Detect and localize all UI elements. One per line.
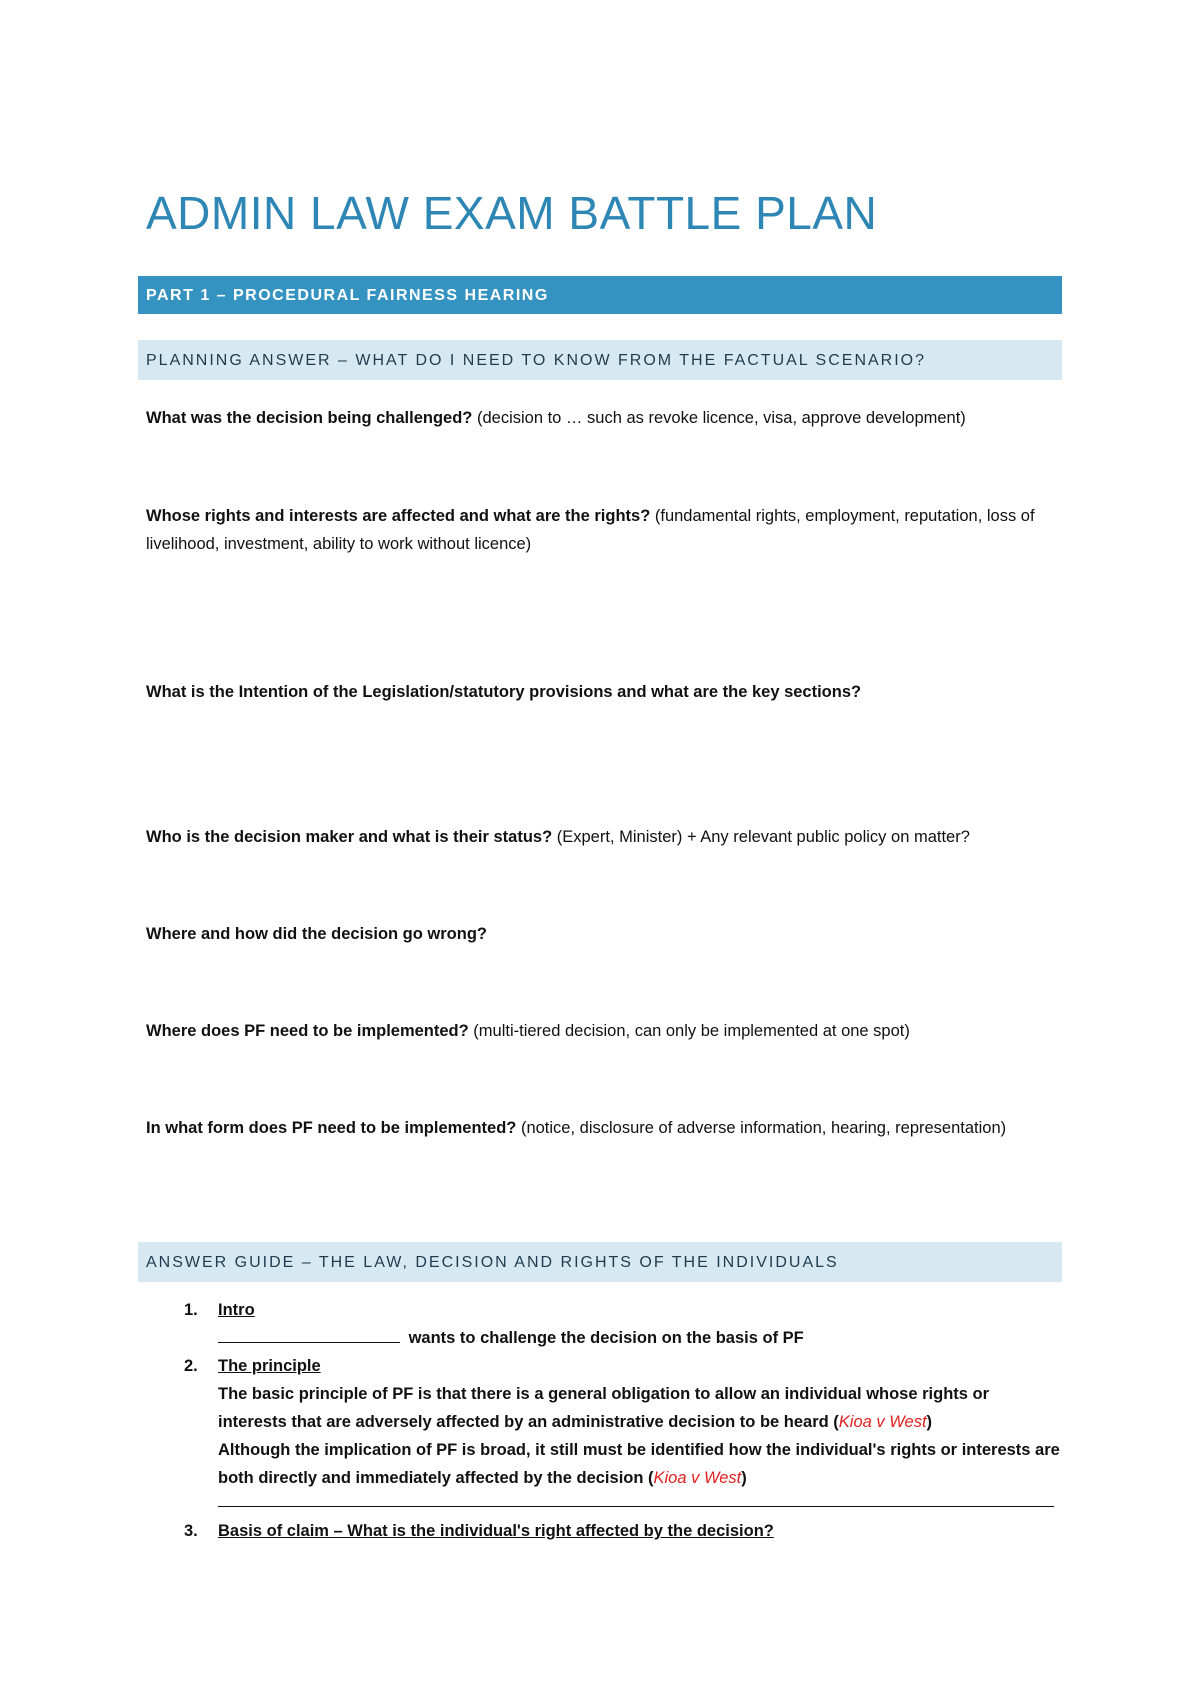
- principle-heading: The principle: [218, 1357, 321, 1375]
- question-where-pf: Where does PF need to be implemented? (multi-tiered decision, can only be implemented at one spot): [146, 1022, 910, 1040]
- list-item: 2. The principle The basic principle of PF is that there is a general obligation to allow an individual whose rights or interests that are adversely affected by an administrative decision to be heard (Kioa v West) Although the implication of PF is broad, it still must be identified how the individual's rights or interests are both directly and immediately affected by the decision (Kioa v West): [146, 1352, 1062, 1507]
- horizontal-rule: [218, 1492, 1054, 1507]
- list-item: 3. Basis of claim – What is the individual's right affected by the decision?: [184, 1522, 774, 1540]
- question-rights: Whose rights and interests are affected and what are the rights? (fundamental rights, employment, reputation, loss of livelihood, investment, ability to work without licence): [146, 507, 1035, 553]
- part1-heading: PART 1 – PROCEDURAL FAIRNESS HEARING: [138, 276, 1062, 314]
- question-where-wrong: Where and how did the decision go wrong?: [146, 925, 487, 943]
- question-decision: What was the decision being challenged? (decision to … such as revoke licence, visa, approve development): [146, 409, 966, 427]
- document-title: ADMIN LAW EXAM BATTLE PLAN: [146, 187, 878, 239]
- list-item: 1. Intro wants to challenge the decision on the basis of PF: [184, 1301, 804, 1347]
- basis-of-claim-heading: Basis of claim – What is the individual's right affected by the decision?: [218, 1522, 774, 1540]
- question-legislation: What is the Intention of the Legislation/statutory provisions and what are the key sections?: [146, 683, 862, 701]
- intro-heading: Intro: [218, 1301, 255, 1319]
- case-citation: Kioa v West: [653, 1469, 742, 1487]
- question-decision-maker: Who is the decision maker and what is their status? (Expert, Minister) + Any relevant public policy on matter?: [146, 828, 970, 846]
- answer-guide-list: [146, 1296, 1062, 1545]
- question-form-pf: In what form does PF need to be implemented? (notice, disclosure of adverse information, hearing, representation): [146, 1119, 1007, 1137]
- case-citation: Kioa v West: [838, 1413, 927, 1431]
- name-blank-line: [218, 1324, 400, 1343]
- planning-heading: PLANNING ANSWER – WHAT DO I NEED TO KNOW FROM THE FACTUAL SCENARIO?: [138, 340, 1062, 380]
- answer-guide-heading: ANSWER GUIDE – THE LAW, DECISION AND RIGHTS OF THE INDIVIDUALS: [138, 1242, 1062, 1282]
